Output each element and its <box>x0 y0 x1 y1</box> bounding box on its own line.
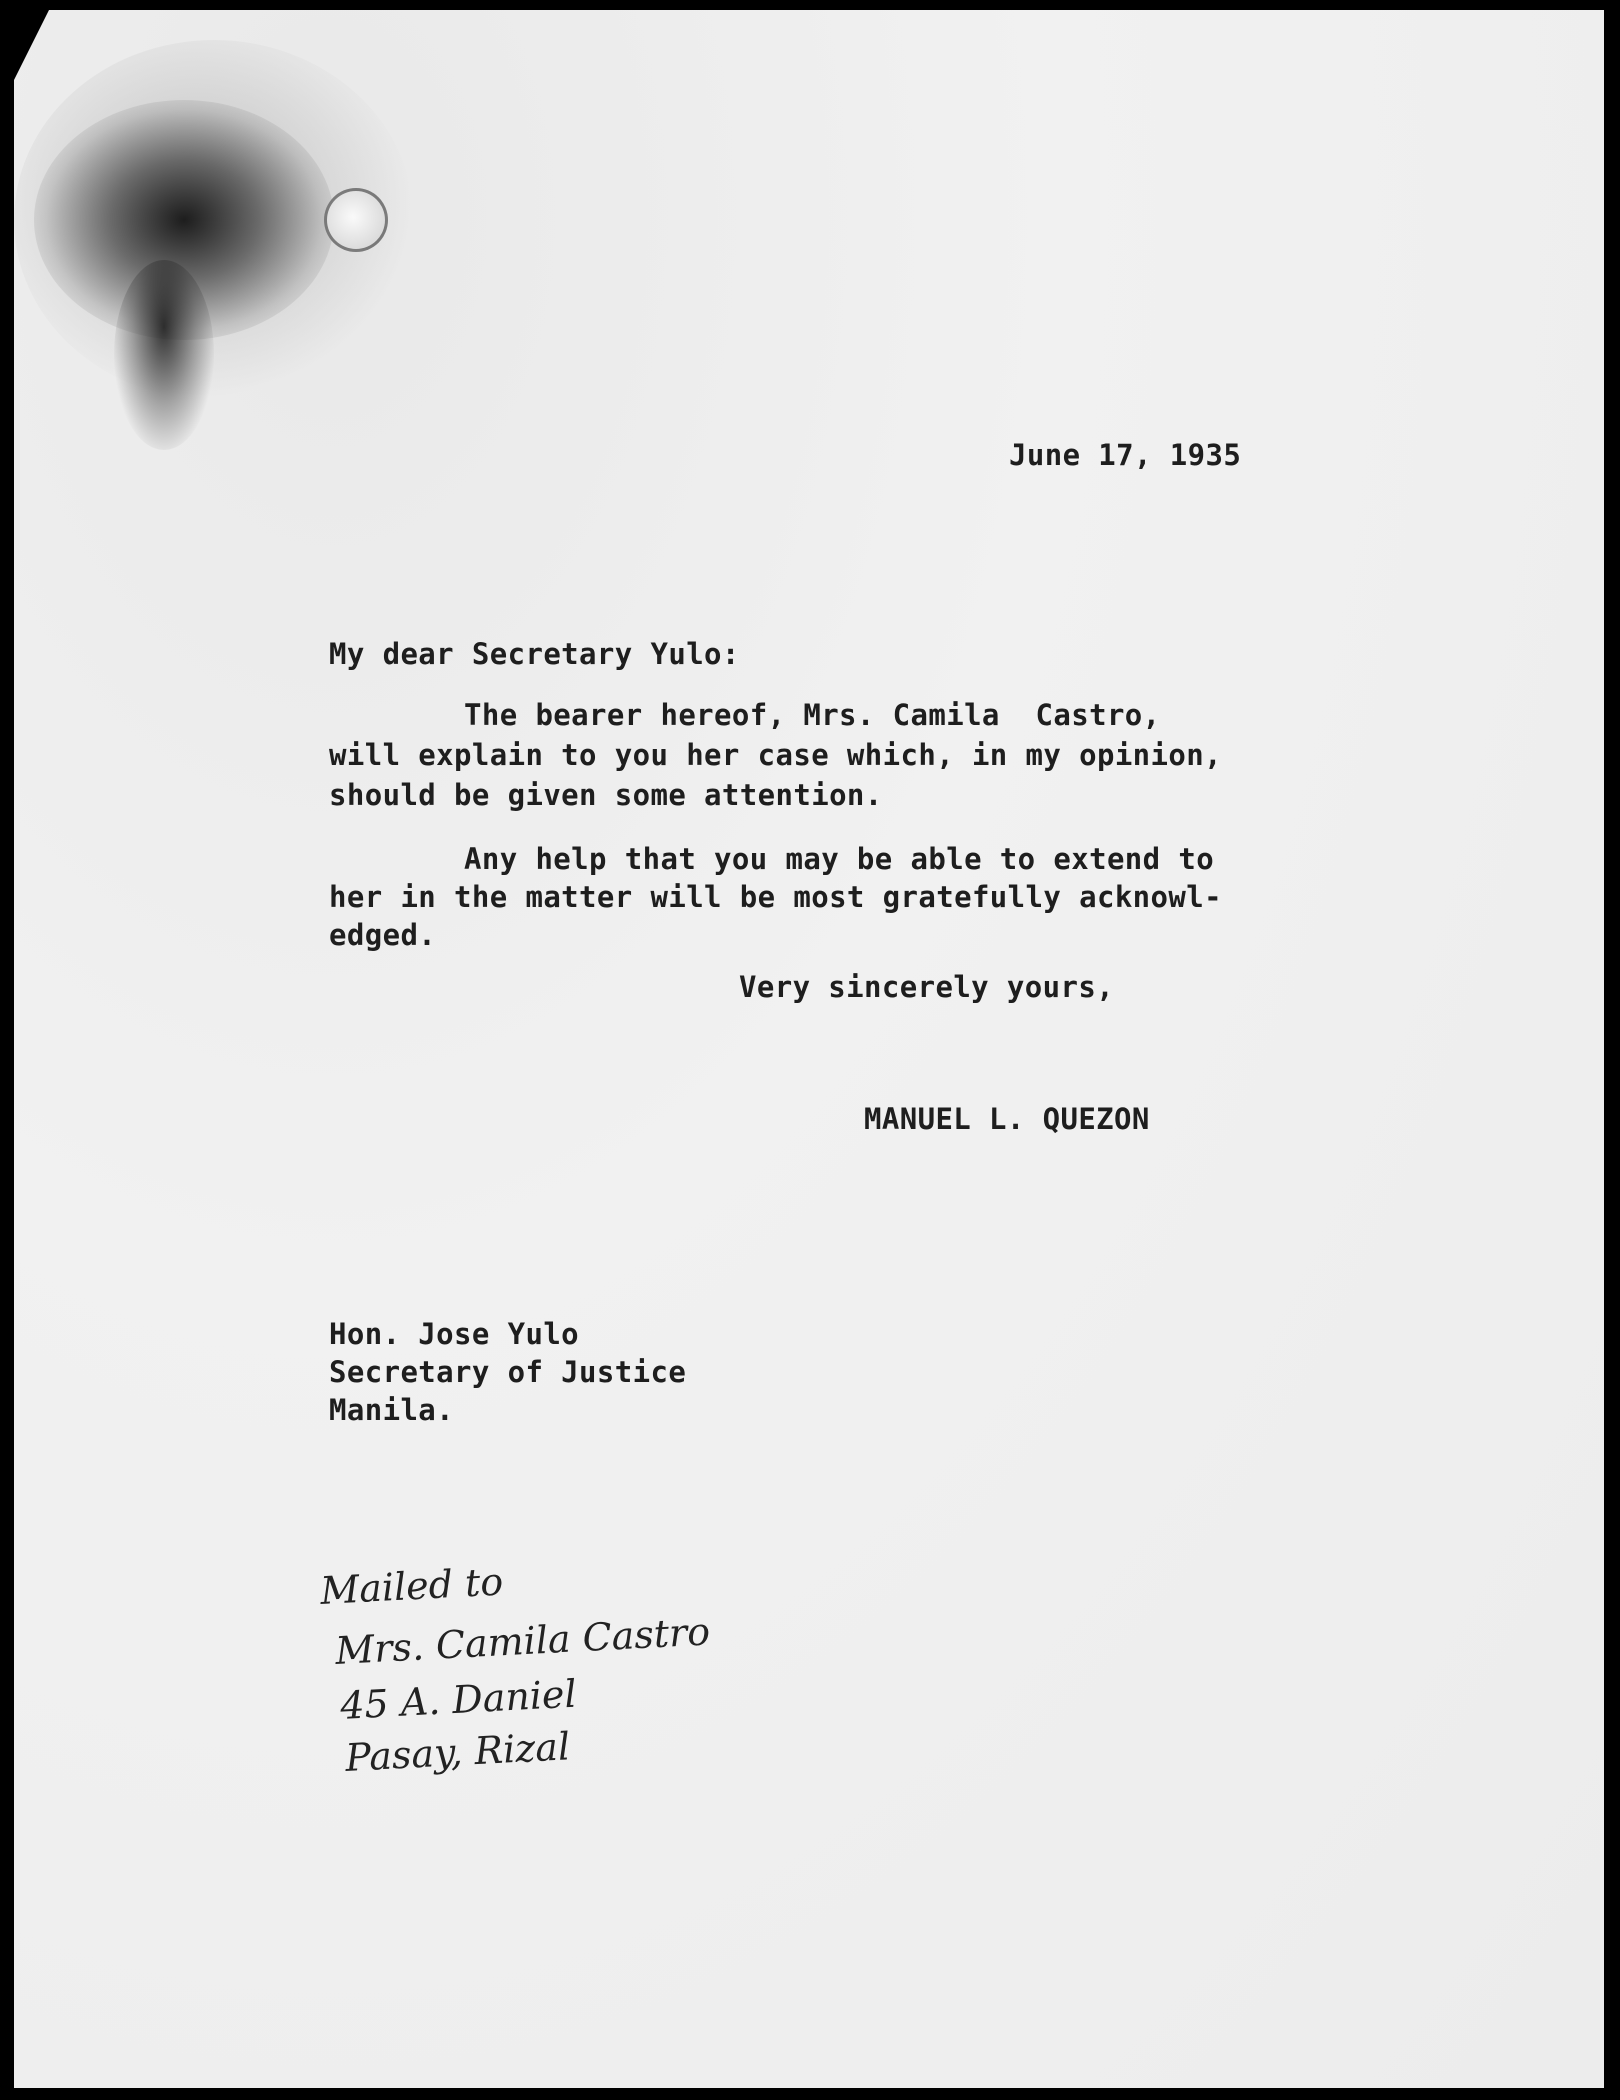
salutation: My dear Secretary Yulo: <box>329 637 740 671</box>
recipient-line-1: Hon. Jose Yulo <box>329 1317 580 1351</box>
paragraph-1-line-3: should be given some attention. <box>329 778 883 812</box>
paragraph-1-line-1: The bearer hereof, Mrs. Camila Castro, <box>464 698 1161 732</box>
ink-stain-drip <box>114 260 214 450</box>
recipient-line-3: Manila. <box>329 1393 455 1427</box>
handwritten-line-1: Mailed to <box>319 1559 505 1613</box>
handwritten-line-2: Mrs. Camila Castro <box>334 1609 712 1673</box>
letter-page <box>14 10 1604 2088</box>
handwritten-line-3: 45 A. Daniel <box>339 1671 578 1728</box>
paragraph-1-line-2: will explain to you her case which, in my opinion, <box>329 738 1222 772</box>
signatory-name: MANUEL L. QUEZON <box>864 1102 1150 1136</box>
paragraph-2-line-3: edged. <box>329 918 437 952</box>
complimentary-close: Very sincerely yours, <box>739 970 1115 1004</box>
torn-corner <box>14 10 49 80</box>
punch-hole <box>324 188 388 252</box>
handwritten-line-4: Pasay, Rizal <box>344 1724 572 1780</box>
paragraph-2-line-1: Any help that you may be able to extend to <box>464 842 1215 876</box>
paragraph-2-line-2: her in the matter will be most gratefully acknowl- <box>329 880 1222 914</box>
recipient-line-2: Secretary of Justice <box>329 1355 687 1389</box>
ink-stain <box>34 100 334 340</box>
letter-date: June 17, 1935 <box>1009 438 1242 472</box>
